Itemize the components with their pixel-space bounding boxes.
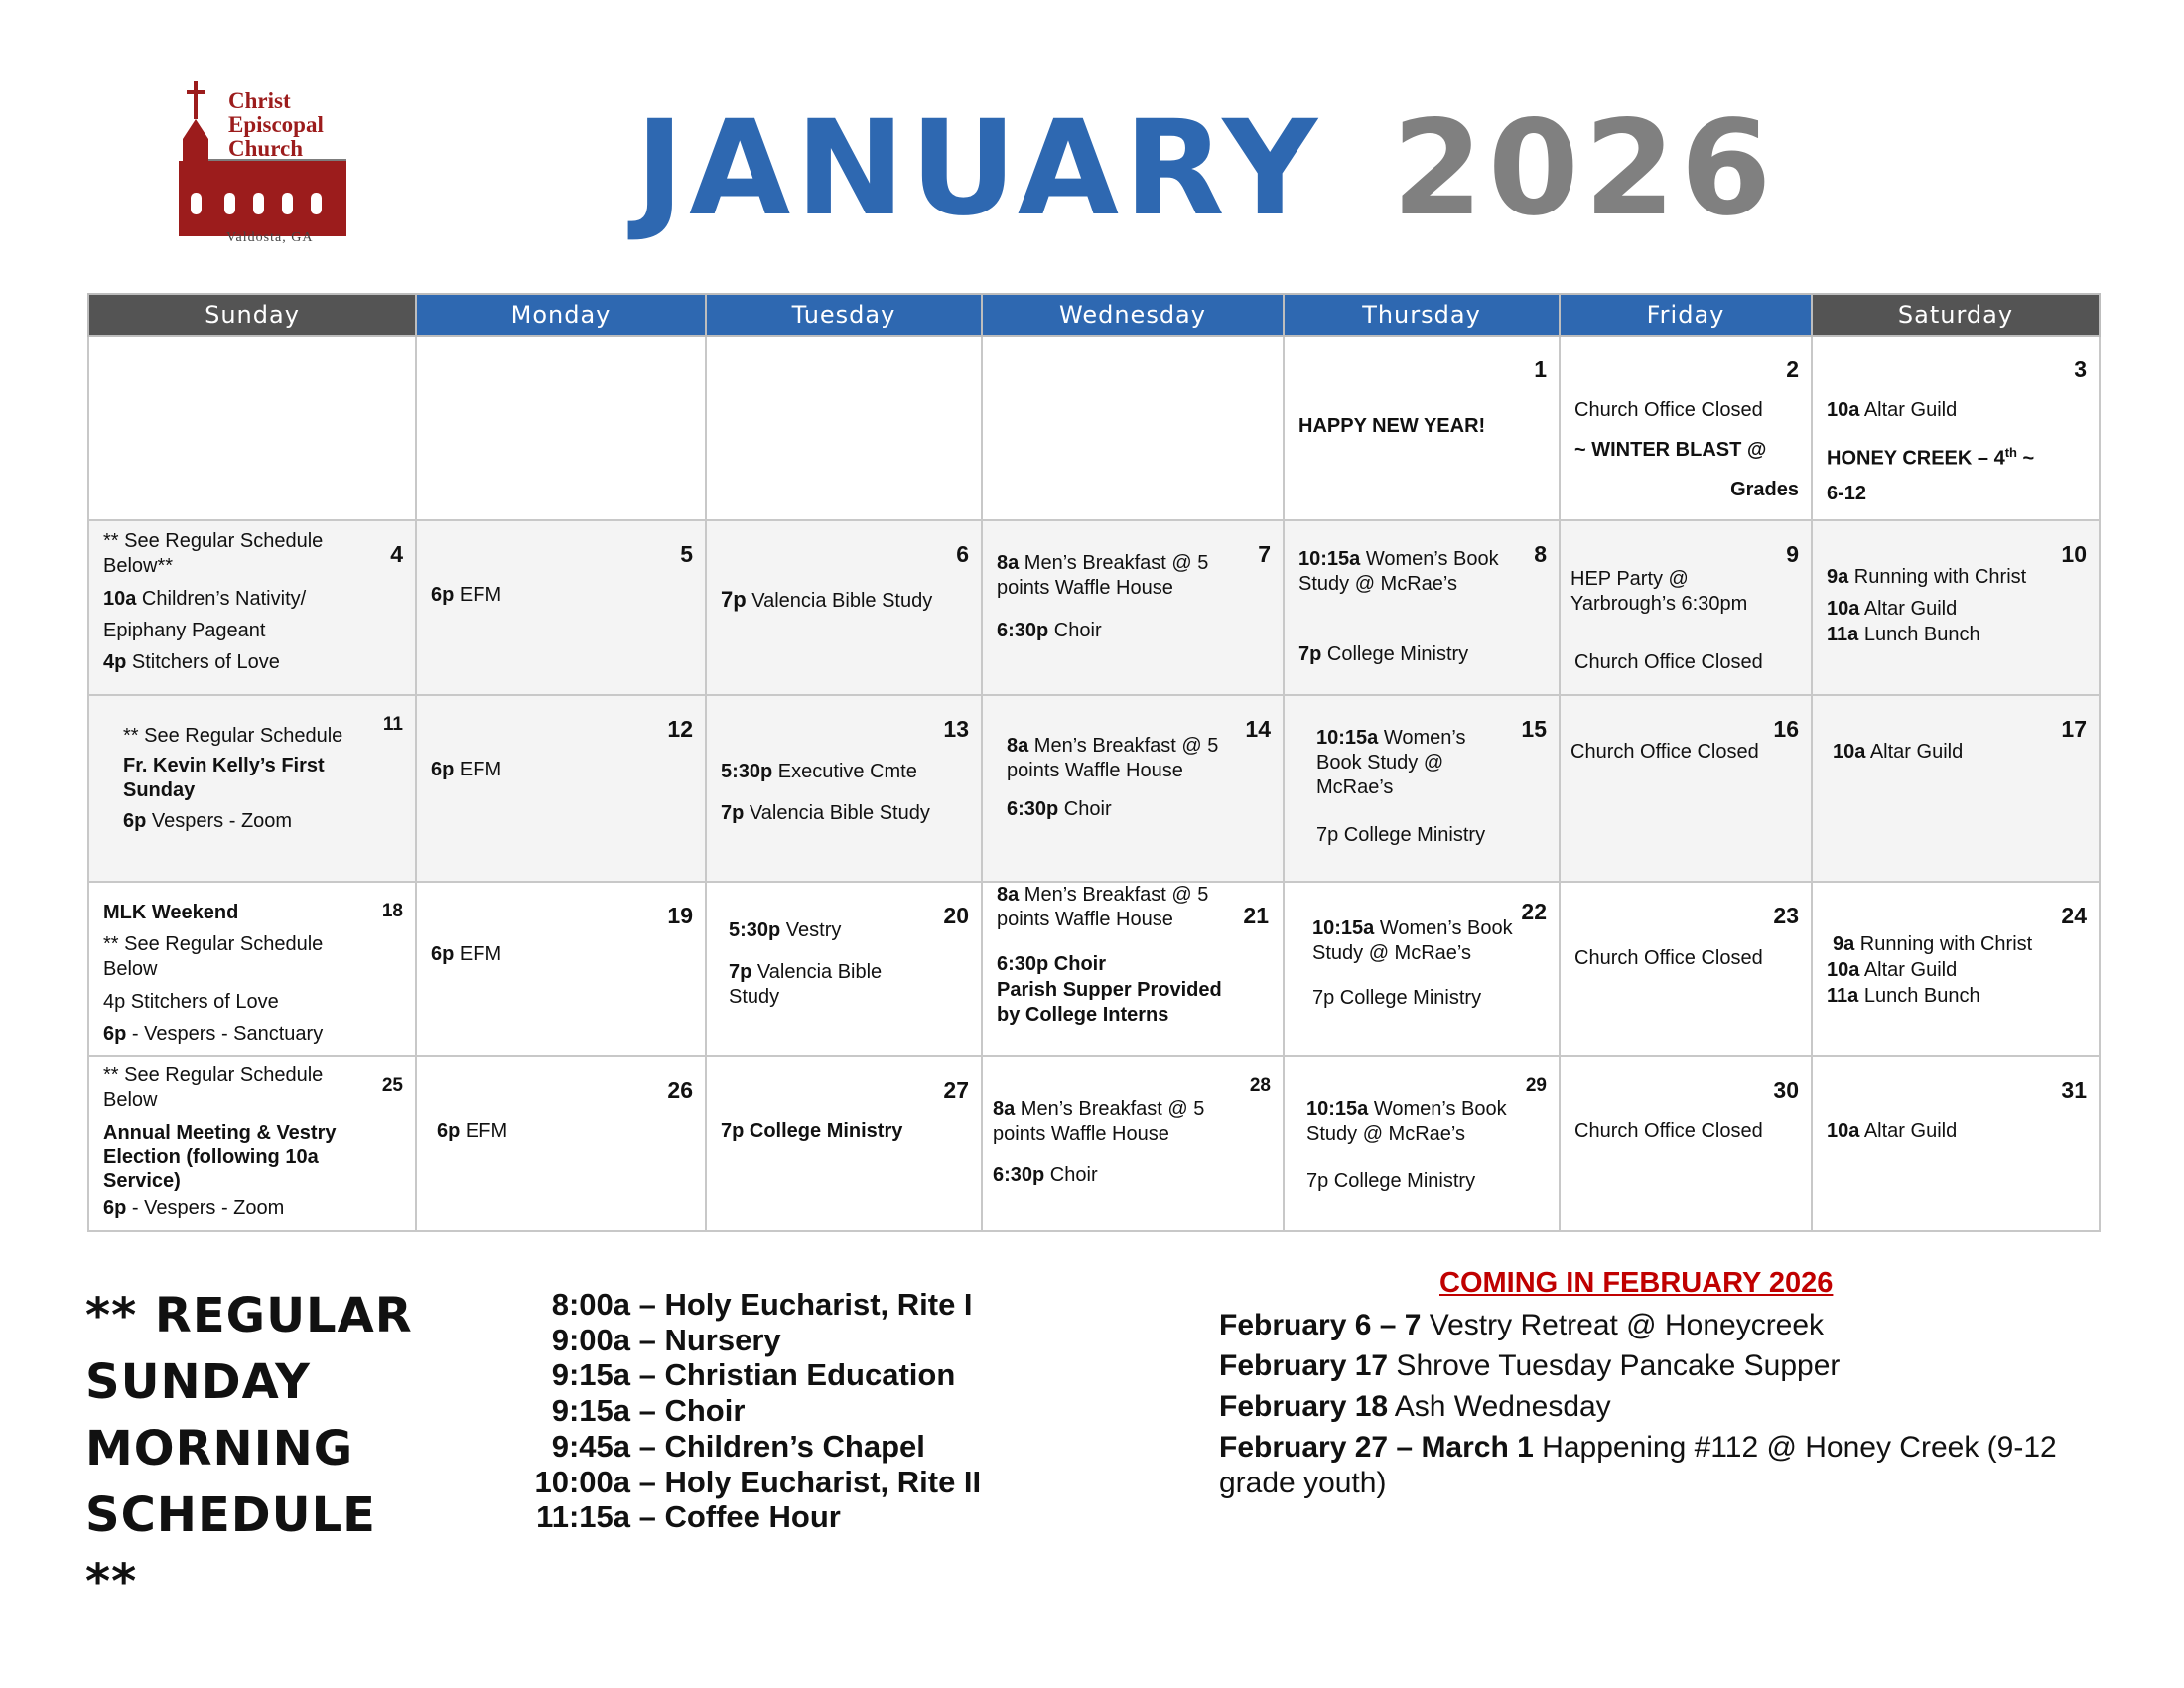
event-text: Stitchers of Love bbox=[126, 651, 280, 673]
event-text: Children’s Nativity/ Epiphany Pageant bbox=[103, 588, 307, 641]
day-cell bbox=[706, 882, 982, 1056]
event-time: 5:30p bbox=[721, 761, 773, 782]
event-text: Choir bbox=[1058, 798, 1112, 820]
event-line bbox=[1007, 797, 1247, 822]
event-text: 6:30p Choir bbox=[997, 953, 1107, 975]
event-text: Vestry bbox=[780, 919, 842, 941]
event-line bbox=[1827, 1119, 2063, 1144]
event-text: ** See Regular Schedule bbox=[123, 725, 343, 747]
logo-line-1: Christ bbox=[228, 88, 291, 113]
event-time: 7p bbox=[1298, 643, 1322, 665]
calendar-grid bbox=[87, 293, 2101, 1232]
event-text: EFM bbox=[454, 943, 502, 965]
event-text: EFM bbox=[454, 584, 502, 606]
event-time: 11a bbox=[1827, 985, 1859, 1007]
day-cell bbox=[1812, 520, 2100, 695]
event-line bbox=[103, 583, 355, 646]
event-text: Men’s Breakfast @ 5 points Waffle House bbox=[993, 1098, 1205, 1145]
weekday-header: Sunday bbox=[88, 294, 416, 336]
event-line bbox=[729, 918, 945, 943]
day-cell-empty bbox=[416, 336, 706, 520]
weekday-header-row bbox=[88, 294, 2100, 336]
event-line bbox=[437, 1119, 669, 1144]
event-time: 6p bbox=[103, 1023, 127, 1045]
day-number: 14 bbox=[1245, 716, 1271, 742]
day-number: 23 bbox=[1773, 903, 1799, 928]
schedule-name: – Holy Eucharist, Rite I bbox=[630, 1287, 973, 1322]
day-cell bbox=[982, 882, 1284, 1056]
day-cell bbox=[706, 520, 982, 695]
event-line bbox=[103, 650, 379, 675]
event-time: 6p bbox=[437, 1120, 461, 1142]
day-cell bbox=[1284, 520, 1560, 695]
day-number: 11 bbox=[382, 714, 403, 735]
day-number: 30 bbox=[1773, 1077, 1799, 1103]
day-cell bbox=[1284, 336, 1560, 520]
day-number: 7 bbox=[1258, 541, 1271, 567]
day-cell bbox=[1812, 1056, 2100, 1231]
event-text: th bbox=[2004, 445, 2017, 460]
day-number: 10 bbox=[2061, 541, 2087, 567]
event-text: Women’s Book Study @ McRae’s bbox=[1306, 1098, 1507, 1145]
schedule-item bbox=[486, 1323, 981, 1358]
event-text: Grades bbox=[1730, 479, 1799, 500]
schedule-item bbox=[486, 1287, 981, 1323]
event-line bbox=[1833, 932, 2085, 957]
day-cell bbox=[1560, 1056, 1812, 1231]
event-line bbox=[997, 551, 1249, 601]
event-time: 10a bbox=[1827, 598, 1860, 620]
weekday-header: Tuesday bbox=[706, 294, 982, 336]
day-number: 16 bbox=[1773, 716, 1799, 742]
event-text: Lunch Bunch bbox=[1858, 624, 1980, 645]
event-text: Church Office Closed bbox=[1574, 1120, 1763, 1142]
event-line bbox=[1007, 734, 1249, 783]
event-text: College Ministry bbox=[1321, 643, 1469, 665]
day-cell bbox=[88, 882, 416, 1056]
event-time: 6:30p bbox=[997, 620, 1049, 641]
event-text: Executive Cmte bbox=[772, 761, 917, 782]
regular-schedule-heading: ** REGULAR SUNDAY MORNING SCHEDULE ** bbox=[85, 1288, 413, 1610]
event-line bbox=[721, 587, 967, 614]
event-time: 10:15a bbox=[1298, 548, 1361, 570]
february-event bbox=[1219, 1305, 2113, 1345]
event-text: Annual Meeting & Vestry Election (following 10a Service) bbox=[103, 1122, 337, 1192]
event-text: 7p College Ministry bbox=[1306, 1170, 1476, 1192]
day-cell bbox=[1284, 695, 1560, 882]
event-text: 7p College Ministry bbox=[1312, 987, 1482, 1009]
event-time: 8a bbox=[1007, 735, 1029, 757]
event-line bbox=[993, 1163, 1247, 1188]
event-text: 6-12 bbox=[1827, 483, 1867, 504]
event-time: 9a bbox=[1827, 566, 1849, 588]
week-row bbox=[88, 695, 2100, 882]
week-row bbox=[88, 336, 2100, 520]
schedule-name: – Choir bbox=[630, 1393, 746, 1429]
day-number: 2 bbox=[1786, 356, 1799, 382]
february-event-date: February 6 – 7 bbox=[1219, 1309, 1422, 1341]
event-line bbox=[1827, 958, 2085, 983]
day-cell bbox=[416, 882, 706, 1056]
february-event-desc: Vestry Retreat @ Honeycreek bbox=[1421, 1309, 1825, 1341]
event-text: Valencia Bible Study bbox=[744, 802, 930, 824]
day-cell bbox=[1560, 336, 1812, 520]
event-text: Altar Guild bbox=[1859, 959, 1958, 981]
event-time: 10a bbox=[1827, 399, 1860, 421]
event-line bbox=[1827, 597, 2085, 622]
event-line bbox=[1827, 565, 2085, 590]
day-cell bbox=[1560, 695, 1812, 882]
event-text: Running with Christ bbox=[1854, 933, 2033, 955]
day-number: 4 bbox=[390, 541, 403, 567]
event-line bbox=[1298, 547, 1499, 597]
logo-line-3: Church bbox=[228, 136, 303, 161]
schedule-name: – Nursery bbox=[630, 1322, 781, 1357]
day-number: 21 bbox=[1243, 903, 1269, 928]
event-line bbox=[1312, 916, 1549, 966]
event-text: 7p College Ministry bbox=[721, 1120, 903, 1142]
event-line bbox=[1827, 440, 2085, 472]
event-text: ~ bbox=[2016, 447, 2035, 470]
schedule-time: 9:45a bbox=[551, 1428, 630, 1464]
day-cell bbox=[416, 695, 706, 882]
event-line bbox=[721, 801, 945, 826]
day-cell bbox=[1284, 1056, 1560, 1231]
event-line bbox=[721, 760, 945, 784]
event-line bbox=[997, 883, 1243, 932]
event-line bbox=[431, 758, 669, 782]
event-line bbox=[1298, 642, 1545, 667]
event-text: Women’s Book Study @ McRae’s bbox=[1316, 727, 1466, 798]
day-number: 18 bbox=[381, 901, 403, 921]
event-text: HEP Party @ Yarbrough’s 6:30pm bbox=[1570, 568, 1748, 615]
event-text: Men’s Breakfast @ 5 points Waffle House bbox=[997, 884, 1209, 930]
day-cell bbox=[706, 695, 982, 882]
event-text: Altar Guild bbox=[1859, 598, 1958, 620]
february-event-desc: Happening #112 @ Honey Creek (9-12 grade youth) bbox=[1219, 1431, 2057, 1499]
event-text: EFM bbox=[460, 1120, 508, 1142]
event-line bbox=[1827, 398, 2063, 423]
event-line bbox=[1827, 623, 2085, 647]
event-text: Altar Guild bbox=[1859, 1120, 1958, 1142]
event-text: Parish Supper Provided by College Interns bbox=[997, 979, 1222, 1026]
event-line bbox=[103, 1196, 379, 1221]
event-text: HAPPY NEW YEAR! bbox=[1298, 415, 1486, 437]
february-event bbox=[1219, 1345, 2113, 1386]
event-text: Altar Guild bbox=[1865, 741, 1964, 763]
event-line bbox=[1827, 984, 2085, 1009]
day-cell bbox=[88, 695, 416, 882]
event-text: Lunch Bunch bbox=[1858, 985, 1980, 1007]
event-time: 8a bbox=[997, 884, 1020, 906]
event-time: 6p bbox=[123, 810, 147, 832]
day-cell-empty bbox=[88, 336, 416, 520]
event-line bbox=[997, 619, 1247, 643]
event-text: Choir bbox=[1044, 1164, 1098, 1186]
logo-city: Valdosta, GA bbox=[226, 230, 314, 245]
day-number: 9 bbox=[1786, 541, 1799, 567]
event-text: - Vespers - Sanctuary bbox=[126, 1023, 324, 1045]
event-time: 10a bbox=[1833, 741, 1866, 763]
february-events-list bbox=[1219, 1305, 2113, 1501]
day-number: 31 bbox=[2061, 1077, 2087, 1103]
event-time: 7p bbox=[729, 961, 752, 983]
event-text: ~ WINTER BLAST @ bbox=[1574, 439, 1767, 461]
day-cell bbox=[1560, 520, 1812, 695]
february-heading: COMING IN FEBRUARY 2026 bbox=[1439, 1267, 1834, 1299]
event-text: 4p Stitchers of Love bbox=[103, 991, 279, 1013]
day-cell bbox=[416, 1056, 706, 1231]
event-time: 10a bbox=[1827, 959, 1860, 981]
week-row bbox=[88, 882, 2100, 1056]
day-number: 3 bbox=[2074, 356, 2087, 382]
logo-line-2: Episcopal bbox=[228, 112, 324, 137]
event-text: Valencia Bible Study bbox=[746, 590, 933, 612]
day-number: 1 bbox=[1534, 356, 1547, 382]
day-number: 27 bbox=[943, 1077, 969, 1103]
day-cell bbox=[1812, 695, 2100, 882]
event-time: 10:15a bbox=[1316, 727, 1379, 749]
day-number: 17 bbox=[2061, 716, 2087, 742]
february-event-date: February 17 bbox=[1219, 1349, 1389, 1382]
february-event-desc: Shrove Tuesday Pancake Supper bbox=[1388, 1349, 1841, 1382]
schedule-time: 9:15a bbox=[551, 1393, 630, 1429]
event-text: Church Office Closed bbox=[1574, 399, 1763, 421]
weekday-header: Wednesday bbox=[982, 294, 1284, 336]
event-time: 8a bbox=[993, 1098, 1016, 1120]
day-cell bbox=[706, 1056, 982, 1231]
event-text: ** See Regular Schedule Below bbox=[103, 933, 324, 980]
weekday-header: Saturday bbox=[1812, 294, 2100, 336]
day-cell bbox=[416, 520, 706, 695]
day-cell bbox=[1812, 336, 2100, 520]
event-line bbox=[431, 942, 669, 967]
event-text: Church Office Closed bbox=[1570, 741, 1759, 763]
schedule-item bbox=[486, 1357, 981, 1393]
day-number: 24 bbox=[2061, 903, 2087, 928]
day-cell-empty bbox=[982, 336, 1284, 520]
event-line bbox=[1833, 740, 2063, 765]
day-number: 19 bbox=[667, 903, 693, 928]
event-text: Fr. Kevin Kelly’s First Sunday bbox=[123, 755, 325, 801]
day-cell bbox=[1284, 882, 1560, 1056]
event-time: 4p bbox=[103, 651, 127, 673]
event-line bbox=[123, 809, 379, 834]
weekday-header: Monday bbox=[416, 294, 706, 336]
week-row bbox=[88, 1056, 2100, 1231]
event-text: Women’s Book Study @ McRae’s bbox=[1312, 917, 1513, 964]
event-time: 6p bbox=[103, 1197, 127, 1219]
event-text: Women’s Book Study @ McRae’s bbox=[1298, 548, 1499, 595]
day-number: 15 bbox=[1521, 716, 1547, 742]
february-event-desc: Ash Wednesday bbox=[1388, 1390, 1611, 1423]
weekday-header: Friday bbox=[1560, 294, 1812, 336]
event-text: Valencia Bible Study bbox=[729, 961, 883, 1008]
schedule-name: – Children’s Chapel bbox=[630, 1428, 925, 1464]
event-time: 9a bbox=[1833, 933, 1855, 955]
event-text: Running with Christ bbox=[1848, 566, 2027, 588]
title-month: JANUARY bbox=[635, 92, 1323, 245]
event-time: 6:30p bbox=[1007, 798, 1059, 820]
day-cell bbox=[88, 1056, 416, 1231]
day-number: 26 bbox=[667, 1077, 693, 1103]
event-text: Altar Guild bbox=[1859, 399, 1958, 421]
event-time: 7p bbox=[721, 587, 747, 612]
event-time: 10:15a bbox=[1312, 917, 1375, 939]
event-text: 7p College Ministry bbox=[1316, 824, 1486, 846]
schedule-name: – Coffee Hour bbox=[630, 1499, 841, 1535]
schedule-time: 9:15a bbox=[551, 1357, 630, 1393]
schedule-time: 9:00a bbox=[551, 1322, 630, 1357]
day-number: 12 bbox=[667, 716, 693, 742]
schedule-time: 8:00a bbox=[551, 1287, 630, 1322]
day-number: 5 bbox=[680, 541, 693, 567]
day-number: 20 bbox=[943, 903, 969, 928]
event-time: 7p bbox=[721, 802, 745, 824]
event-text: Church Office Closed bbox=[1574, 947, 1763, 969]
page-title bbox=[635, 92, 1777, 245]
day-cell bbox=[1560, 882, 1812, 1056]
day-cell bbox=[982, 695, 1284, 882]
event-text: EFM bbox=[454, 759, 502, 780]
event-line bbox=[993, 1097, 1233, 1147]
event-line bbox=[431, 583, 669, 608]
event-text: - Vespers - Zoom bbox=[126, 1197, 285, 1219]
event-text: Men’s Breakfast @ 5 points Waffle House bbox=[1007, 735, 1219, 781]
day-number: 8 bbox=[1534, 541, 1547, 567]
schedule-name: – Christian Education bbox=[630, 1357, 956, 1393]
schedule-item bbox=[486, 1499, 981, 1535]
schedule-item bbox=[486, 1393, 981, 1429]
february-event bbox=[1219, 1430, 2113, 1501]
february-event bbox=[1219, 1386, 2113, 1427]
weekday-header: Thursday bbox=[1284, 294, 1560, 336]
february-event-date: February 18 bbox=[1219, 1390, 1389, 1423]
day-number: 6 bbox=[956, 541, 969, 567]
event-time: 6p bbox=[431, 943, 455, 965]
event-text: ** See Regular Schedule Below bbox=[103, 1064, 324, 1111]
event-time: 6:30p bbox=[993, 1164, 1045, 1186]
event-time: 6p bbox=[431, 584, 455, 606]
event-time: 11a bbox=[1827, 624, 1859, 645]
event-line bbox=[729, 960, 891, 1010]
event-text: Men’s Breakfast @ 5 points Waffle House bbox=[997, 552, 1209, 599]
church-logo bbox=[179, 81, 357, 250]
event-text: ** See Regular Schedule Below** bbox=[103, 530, 324, 577]
schedule-item bbox=[486, 1429, 981, 1465]
schedule-item bbox=[486, 1465, 981, 1500]
day-cell bbox=[982, 1056, 1284, 1231]
day-number: 29 bbox=[1525, 1075, 1547, 1096]
day-number: 22 bbox=[1521, 899, 1547, 924]
day-number: 28 bbox=[1249, 1075, 1271, 1096]
event-line bbox=[1316, 726, 1499, 800]
event-time: 5:30p bbox=[729, 919, 781, 941]
event-time: 10a bbox=[103, 588, 137, 610]
event-text: Church Office Closed bbox=[1574, 651, 1763, 673]
event-text: HONEY CREEK – 4 bbox=[1827, 447, 2005, 470]
event-time: 10a bbox=[1827, 1120, 1860, 1142]
event-time: 10:15a bbox=[1306, 1098, 1369, 1120]
day-cell bbox=[982, 520, 1284, 695]
event-text: Choir bbox=[1048, 620, 1102, 641]
event-time: 8a bbox=[997, 552, 1020, 574]
event-time: 6p bbox=[431, 759, 455, 780]
event-line bbox=[1306, 1097, 1549, 1147]
schedule-name: – Holy Eucharist, Rite II bbox=[630, 1464, 982, 1499]
day-number: 13 bbox=[943, 716, 969, 742]
schedule-time: 11:15a bbox=[536, 1499, 630, 1535]
day-number: 25 bbox=[381, 1075, 403, 1096]
schedule-time: 10:00a bbox=[534, 1464, 630, 1499]
event-text: MLK Weekend bbox=[103, 902, 239, 923]
title-year: 2026 bbox=[1392, 92, 1777, 245]
february-event-date: February 27 – March 1 bbox=[1219, 1431, 1534, 1464]
day-cell bbox=[88, 520, 416, 695]
regular-schedule-list bbox=[486, 1287, 981, 1535]
week-row bbox=[88, 520, 2100, 695]
day-cell bbox=[1812, 882, 2100, 1056]
event-text: Vespers - Zoom bbox=[146, 810, 293, 832]
day-cell-empty bbox=[706, 336, 982, 520]
event-line bbox=[103, 1022, 379, 1047]
